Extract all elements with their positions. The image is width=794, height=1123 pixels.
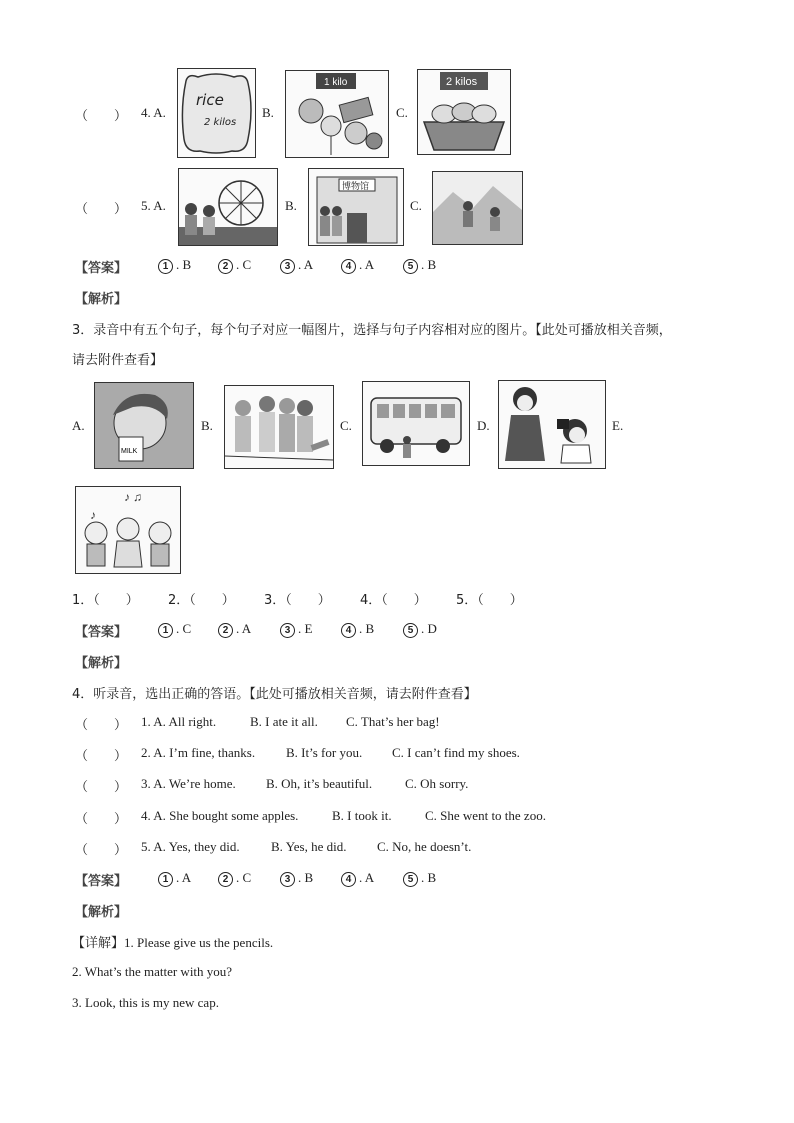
q2-answer-1: 1 . B	[158, 257, 191, 274]
q4-row2-a: 2. A. I’m fine, thanks.	[141, 745, 256, 760]
school-bus-image[interactable]	[362, 381, 470, 466]
q3-label-d: D.	[477, 418, 490, 433]
q4-row3-blank[interactable]: （ ）	[75, 780, 128, 795]
q3-blank-3[interactable]: 3．（ ）	[264, 593, 331, 608]
q4-row1-b: B. I ate it all.	[250, 714, 318, 729]
q4-row5-b: B. Yes, he did.	[271, 839, 347, 854]
q4-row2-c: C. I can’t find my shoes.	[392, 745, 520, 760]
q4-row1-a: 1. A. All right.	[141, 714, 217, 729]
q3-answer-5: 5 . D	[403, 621, 437, 638]
q4-row2-b: B. It’s for you.	[286, 745, 363, 760]
q4-stem: 4．听录音，选出正确的答语。【此处可播放相关音频，请去附件查看】	[72, 687, 477, 702]
q2-analysis-tag: 【解析】	[75, 292, 128, 307]
children-group-image[interactable]	[224, 385, 334, 469]
two-kilos-label: 2 kilos	[446, 76, 478, 88]
q4-row3-a: 3. A. We’re home.	[141, 776, 236, 791]
q3-answer-2: 2 . A	[218, 621, 251, 638]
children-singing-image[interactable]	[75, 486, 181, 574]
milk-label: MILK	[121, 448, 138, 455]
q3-label-a: A.	[72, 418, 85, 433]
q3-blank-1[interactable]: 1．（ ）	[72, 593, 139, 608]
q4-row5-c: C. No, he doesn’t.	[377, 839, 472, 854]
q4-answer-1: 1 . A	[158, 870, 191, 887]
svg-text:♪: ♪	[90, 508, 96, 522]
q4-row5-a: 5. A. Yes, they did.	[141, 839, 240, 854]
boy-drinking-milk-image[interactable]	[94, 382, 194, 469]
q4-row5-blank[interactable]: （ ）	[75, 843, 128, 858]
q4-row4-a: 4. A. She bought some apples.	[141, 808, 299, 823]
rice-sack-image[interactable]	[177, 68, 256, 158]
q2-answer-tag: 【答案】	[75, 261, 128, 276]
ferris-wheel-image[interactable]	[178, 168, 278, 246]
q3-blank-2[interactable]: 2．（ ）	[168, 593, 235, 608]
museum-image[interactable]	[308, 168, 404, 246]
q3-label-c: C.	[340, 418, 352, 433]
q2-row4-c: C.	[396, 105, 408, 120]
q2-row5-c: C.	[410, 198, 422, 213]
q2-answer-5: 5 . B	[403, 257, 436, 274]
q3-stem-line2: 请去附件查看】	[72, 353, 164, 368]
fruit-basket-image[interactable]	[417, 69, 511, 155]
q2-answer-4: 4 . A	[341, 257, 374, 274]
q4-answer-tag: 【答案】	[75, 874, 128, 889]
q4-row3-c: C. Oh sorry.	[405, 776, 469, 791]
q3-answer-3: 3 . E	[280, 621, 312, 638]
q3-label-b: B.	[201, 418, 213, 433]
q3-analysis-tag: 【解析】	[75, 656, 128, 671]
q3-blank-5[interactable]: 5．（ ）	[456, 593, 523, 608]
q2-answer-3: 3 . A	[280, 257, 313, 274]
q4-row1-c: C. That’s her bag!	[346, 714, 440, 729]
q4-row4-b: B. I took it.	[332, 808, 392, 823]
q3-blank-4[interactable]: 4．（ ）	[360, 593, 427, 608]
q4-answer-5: 5 . B	[403, 870, 436, 887]
q2-row5-b: B.	[285, 198, 297, 213]
svg-text:♪ ♫: ♪ ♫	[124, 490, 142, 504]
q4-row1-blank[interactable]: （ ）	[75, 718, 128, 733]
rice-label: rice	[196, 91, 224, 109]
q4-analysis-tag: 【解析】	[75, 905, 128, 920]
q2-row4-num: 4. A.	[141, 105, 166, 120]
candy-bag-image[interactable]	[285, 70, 389, 158]
q4-answer-4: 4 . A	[341, 870, 374, 887]
q4-row4-c: C. She went to the zoo.	[425, 808, 546, 823]
picnic-scene-image[interactable]	[432, 171, 523, 245]
q4-row4-blank[interactable]: （ ）	[75, 812, 128, 827]
q4-detail-line-3: 3. Look, this is my new cap.	[72, 995, 219, 1010]
q2-row5-num: 5. A.	[141, 198, 166, 213]
q3-answer-tag: 【答案】	[75, 625, 128, 640]
q4-answer-3: 3 . B	[280, 870, 313, 887]
museum-sign: 博物馆	[342, 182, 370, 192]
q4-answer-2: 2 . C	[218, 870, 251, 887]
q4-row2-blank[interactable]: （ ）	[75, 749, 128, 764]
q3-answer-4: 4 . B	[341, 621, 374, 638]
q2-row4-blank[interactable]: （ ）	[75, 109, 128, 124]
q2-row4-b: B.	[262, 105, 274, 120]
q2-answer-2: 2 . C	[218, 257, 251, 274]
q3-stem-line1: 3．录音中有五个句子，每个句子对应一幅图片，选择与句子内容相对应的图片。【此处可播放相关音频，	[72, 323, 672, 338]
q4-detail-line-2: 2. What’s the matter with you?	[72, 964, 233, 979]
q3-label-e: E.	[612, 418, 624, 433]
one-kilo-label: 1 kilo	[324, 77, 348, 88]
q4-detail-line-1: 【详解】1. Please give us the pencils.	[72, 935, 274, 951]
rice-weight-label: 2 kilos	[204, 117, 237, 128]
q4-row3-b: B. Oh, it’s beautiful.	[266, 776, 373, 791]
q3-answer-1: 1 . C	[158, 621, 191, 638]
girl-camera-image[interactable]	[498, 380, 606, 469]
q2-row5-blank[interactable]: （ ）	[75, 202, 128, 217]
